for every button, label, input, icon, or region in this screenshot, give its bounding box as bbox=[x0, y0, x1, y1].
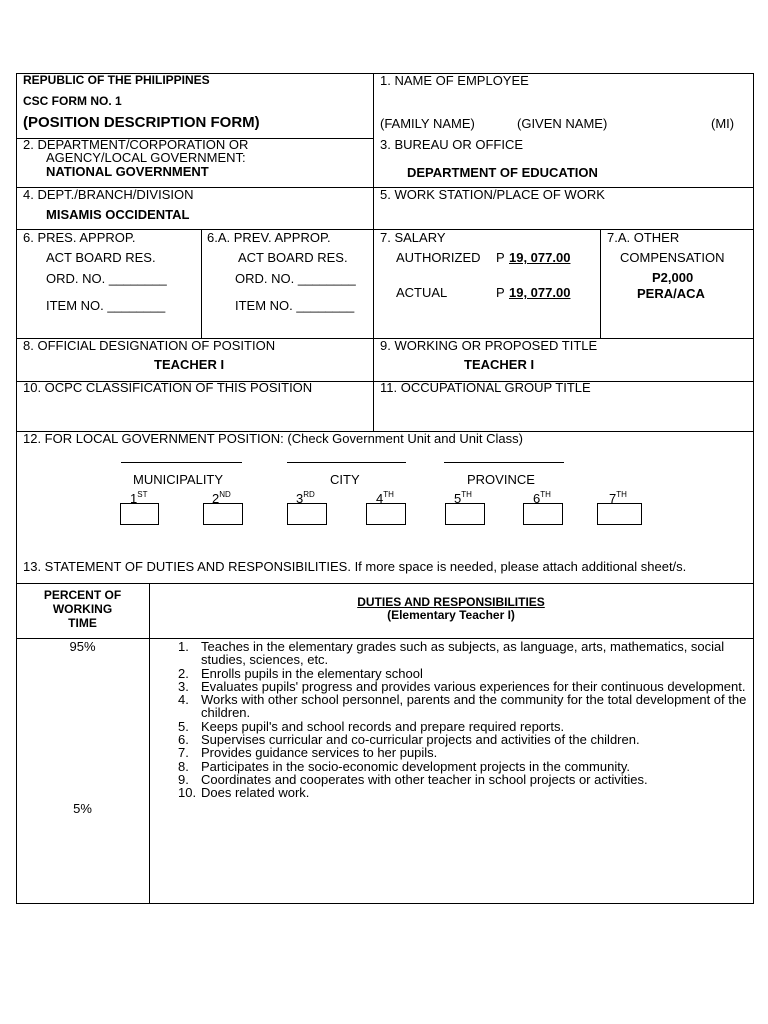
class-checkbox-2[interactable] bbox=[203, 503, 243, 525]
unit-municipality: MUNICIPALITY bbox=[133, 472, 224, 487]
duties-subheader: (Elementary Teacher I) bbox=[387, 608, 515, 622]
designation-label: 8. OFFICIAL DESIGNATION OF POSITION bbox=[23, 338, 276, 353]
salary-authorized-value: 19, 077.00 bbox=[509, 250, 571, 265]
bureau-value: DEPARTMENT OF EDUCATION bbox=[407, 165, 598, 180]
csc-form-number: CSC FORM NO. 1 bbox=[23, 94, 122, 108]
branch-label: 4. DEPT./BRANCH/DIVISION bbox=[23, 187, 194, 202]
city-line bbox=[287, 462, 406, 463]
family-name-label: (FAMILY NAME) bbox=[380, 116, 475, 131]
salary-actual-value: 19, 077.00 bbox=[509, 285, 571, 300]
percent-header-line1: PERCENT OF bbox=[43, 588, 122, 602]
duty-item: 9. Coordinates and cooperates with other teacher in school projects or activities. bbox=[178, 771, 648, 787]
branch-value: MISAMIS OCCIDENTAL bbox=[46, 207, 190, 222]
working-title-label: 9. WORKING OR PROPOSED TITLE bbox=[380, 338, 598, 353]
duty-item: 1. Teaches in the elementary grades such as subjects, as language, arts, mathematics, social studies, sciences, etc. bbox=[178, 639, 725, 668]
prev-approp-ord: ORD. NO. ________ bbox=[235, 271, 356, 286]
employee-name-label: 1. NAME OF EMPLOYEE bbox=[380, 73, 529, 88]
class-label-4: 4TH bbox=[376, 490, 394, 506]
class-label-6: 6TH bbox=[533, 490, 551, 506]
statement-label: 13. STATEMENT OF DUTIES AND RESPONSIBILITIES. If more space is needed, please attach additional sheet/s. bbox=[23, 559, 687, 574]
duties-header: DUTIES AND RESPONSIBILITIES bbox=[357, 595, 545, 609]
form-title: (POSITION DESCRIPTION FORM) bbox=[23, 114, 260, 131]
duty-item: 7. Provides guidance services to her pupils. bbox=[178, 745, 438, 761]
class-checkbox-4[interactable] bbox=[366, 503, 406, 525]
class-label-3: 3RD bbox=[296, 490, 315, 506]
bureau-label: 3. BUREAU OR OFFICE bbox=[380, 137, 524, 152]
class-label-2: 2ND bbox=[212, 490, 231, 506]
percent-header-line2: WORKING bbox=[52, 602, 113, 616]
local-gov-label: 12. FOR LOCAL GOVERNMENT POSITION: (Check Government Unit and Unit Class) bbox=[23, 431, 523, 446]
duty-item: 2. Enrolls pupils in the elementary school bbox=[178, 665, 423, 681]
pres-approp-item: ITEM NO. ________ bbox=[46, 298, 166, 313]
pres-approp-label: 6. PRES. APPROP. bbox=[23, 230, 136, 245]
percent-value-5: 5% bbox=[73, 801, 92, 816]
class-checkbox-3[interactable] bbox=[287, 503, 327, 525]
unit-city: CITY bbox=[330, 472, 360, 487]
class-checkbox-1[interactable] bbox=[120, 503, 159, 525]
percent-value-95: 95% bbox=[69, 639, 96, 654]
class-checkbox-7[interactable] bbox=[597, 503, 642, 525]
duty-item: 5. Keeps pupil's and school records and prepare required reports. bbox=[178, 718, 565, 734]
province-line bbox=[444, 462, 564, 463]
salary-authorized-label: AUTHORIZED bbox=[396, 250, 481, 265]
percent-header-line3: TIME bbox=[68, 616, 97, 630]
other-comp-amount: P2,000 bbox=[652, 270, 694, 285]
duty-item: 6. Supervises curricular and co-curricular projects and activities of the children. bbox=[178, 732, 640, 748]
occ-group-label: 11. OCCUPATIONAL GROUP TITLE bbox=[380, 380, 591, 395]
duty-item: 3. Evaluates pupils' progress and provides various experiences for their continuous development. bbox=[178, 678, 746, 694]
department-value: NATIONAL GOVERNMENT bbox=[46, 164, 209, 179]
other-comp-label2: COMPENSATION bbox=[620, 250, 725, 265]
salary-actual-currency: P bbox=[496, 285, 505, 300]
republic-heading: REPUBLIC OF THE PHILIPPINES bbox=[23, 73, 210, 87]
class-label-5: 5TH bbox=[454, 490, 472, 506]
municipality-line bbox=[121, 462, 242, 463]
working-title-value: TEACHER I bbox=[464, 357, 535, 372]
prev-approp-item: ITEM NO. ________ bbox=[235, 298, 355, 313]
salary-authorized-currency: P bbox=[496, 250, 505, 265]
unit-province: PROVINCE bbox=[467, 472, 535, 487]
class-label-7: 7TH bbox=[609, 490, 627, 506]
duties-list bbox=[178, 640, 748, 800]
duty-item: 10. Does related work. bbox=[178, 785, 310, 801]
department-label-line1: 2. DEPARTMENT/CORPORATION OR bbox=[23, 137, 249, 152]
duty-item: 8. Participates in the socio-economic development projects in the community. bbox=[178, 758, 630, 774]
duty-item: 4. Works with other school personnel, parents and the community for the total development of the children. bbox=[178, 692, 747, 721]
prev-approp-label: 6.A. PREV. APPROP. bbox=[207, 230, 331, 245]
other-comp-label: 7.A. OTHER bbox=[607, 230, 680, 245]
department-label-line2: AGENCY/LOCAL GOVERNMENT: bbox=[46, 150, 246, 165]
designation-value: TEACHER I bbox=[154, 357, 225, 372]
workstation-label: 5. WORK STATION/PLACE OF WORK bbox=[380, 187, 605, 202]
salary-actual-label: ACTUAL bbox=[396, 285, 448, 300]
class-checkbox-6[interactable] bbox=[523, 503, 563, 525]
other-comp-type: PERA/ACA bbox=[637, 286, 705, 301]
class-checkbox-5[interactable] bbox=[445, 503, 485, 525]
ocpc-label: 10. OCPC CLASSIFICATION OF THIS POSITION bbox=[23, 380, 313, 395]
middle-initial-label: (MI) bbox=[711, 116, 735, 131]
pres-approp-act: ACT BOARD RES. bbox=[46, 250, 156, 265]
class-label-1: 1ST bbox=[130, 490, 148, 506]
prev-approp-act: ACT BOARD RES. bbox=[238, 250, 348, 265]
pres-approp-ord: ORD. NO. ________ bbox=[46, 271, 167, 286]
salary-label: 7. SALARY bbox=[380, 230, 446, 245]
given-name-label: (GIVEN NAME) bbox=[517, 116, 608, 131]
